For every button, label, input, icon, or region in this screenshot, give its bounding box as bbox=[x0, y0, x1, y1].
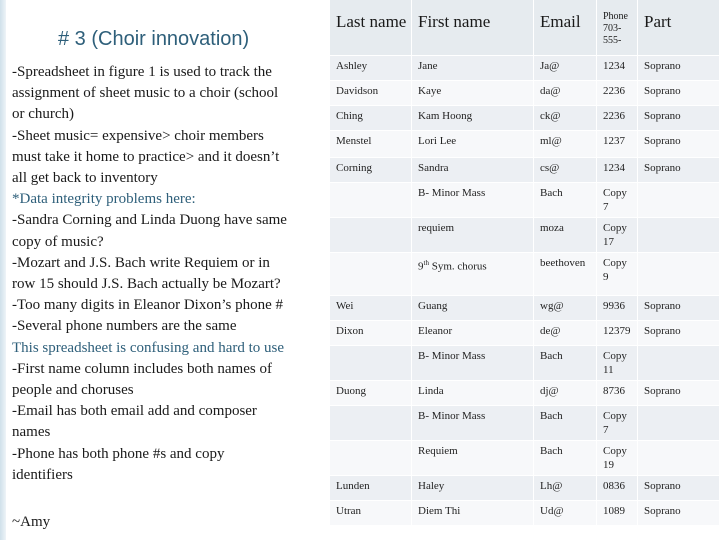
slide-accent-bar bbox=[0, 0, 6, 540]
cell-email: cs@ bbox=[534, 158, 597, 183]
table-row bbox=[330, 158, 720, 183]
note-line: identifiers bbox=[12, 466, 73, 483]
slide-notes bbox=[12, 62, 330, 486]
cell-first-name: Kaye bbox=[412, 81, 534, 106]
header-row bbox=[330, 0, 720, 56]
cell-phone: 1089 bbox=[597, 501, 638, 526]
cell-email: moza bbox=[534, 218, 597, 253]
note-line: copy of music? bbox=[12, 233, 104, 250]
header-phone: Phone 703-555- bbox=[597, 0, 638, 56]
cell-first-name: Lori Lee bbox=[412, 131, 534, 158]
cell-part: Soprano bbox=[638, 476, 720, 501]
cell-phone: 12379 bbox=[597, 321, 638, 346]
cell-first-name: 9th Sym. chorus bbox=[412, 253, 534, 296]
cell-first-name: Diem Thi bbox=[412, 501, 534, 526]
cell-email: de@ bbox=[534, 321, 597, 346]
cell-last-name bbox=[330, 406, 412, 441]
cell-email: da@ bbox=[534, 81, 597, 106]
table-row bbox=[330, 381, 720, 406]
cell-last-name bbox=[330, 183, 412, 218]
cell-email: beethoven bbox=[534, 253, 597, 296]
cell-email: dj@ bbox=[534, 381, 597, 406]
cell-first-name: Guang bbox=[412, 296, 534, 321]
table-row bbox=[330, 406, 720, 441]
cell-first-name: Haley bbox=[412, 476, 534, 501]
note-line: -Several phone numbers are the same bbox=[12, 318, 237, 335]
cell-first-name: Sandra bbox=[412, 158, 534, 183]
cell-part bbox=[638, 183, 720, 218]
table-row bbox=[330, 441, 720, 476]
note-line: or church) bbox=[12, 106, 75, 123]
table-row bbox=[330, 296, 720, 321]
cell-part bbox=[638, 441, 720, 476]
table-row bbox=[330, 106, 720, 131]
note-line: -First name column includes both names of bbox=[12, 360, 272, 377]
cell-part: Soprano bbox=[638, 296, 720, 321]
note-line: assignment of sheet music to a choir (school bbox=[12, 85, 279, 102]
note-line: -Email has both email add and composer bbox=[12, 403, 257, 420]
cell-first-name: B- Minor Mass bbox=[412, 346, 534, 381]
cell-first-name: Linda bbox=[412, 381, 534, 406]
note-line-highlight: This spreadsheet is confusing and hard to use bbox=[12, 339, 285, 356]
cell-phone: 9936 bbox=[597, 296, 638, 321]
cell-phone: 1234 bbox=[597, 56, 638, 81]
cell-last-name: Menstel bbox=[330, 131, 412, 158]
note-line: must take it home to practice> and it doesn’t bbox=[12, 148, 280, 165]
cell-last-name: Corning bbox=[330, 158, 412, 183]
note-line: -Sandra Corning and Linda Duong have same bbox=[12, 212, 287, 229]
cell-email: Bach bbox=[534, 441, 597, 476]
cell-last-name bbox=[330, 441, 412, 476]
cell-last-name: Ashley bbox=[330, 56, 412, 81]
cell-first-name: B- Minor Mass bbox=[412, 183, 534, 218]
table-row bbox=[330, 321, 720, 346]
cell-part: Soprano bbox=[638, 56, 720, 81]
table-row bbox=[330, 218, 720, 253]
table-row bbox=[330, 501, 720, 526]
cell-phone: Copy 19 bbox=[597, 441, 638, 476]
cell-first-name: B- Minor Mass bbox=[412, 406, 534, 441]
cell-email: ck@ bbox=[534, 106, 597, 131]
cell-phone: 2236 bbox=[597, 81, 638, 106]
cell-phone: 0836 bbox=[597, 476, 638, 501]
header-email: Email bbox=[534, 0, 597, 56]
table-row bbox=[330, 183, 720, 218]
slide-title: # 3 (Choir innovation) bbox=[58, 28, 250, 50]
table-row bbox=[330, 131, 720, 158]
cell-phone: Copy 7 bbox=[597, 183, 638, 218]
cell-email: Bach bbox=[534, 406, 597, 441]
cell-email: Ja@ bbox=[534, 56, 597, 81]
cell-last-name: Utran bbox=[330, 501, 412, 526]
header-last-name: Last name bbox=[330, 0, 412, 56]
cell-last-name: Duong bbox=[330, 381, 412, 406]
cell-first-name: Jane bbox=[412, 56, 534, 81]
cell-part bbox=[638, 346, 720, 381]
note-line: -Sheet music= expensive> choir members bbox=[12, 127, 264, 144]
cell-last-name bbox=[330, 346, 412, 381]
table-row bbox=[330, 253, 720, 296]
cell-email: Lh@ bbox=[534, 476, 597, 501]
signature: ~Amy bbox=[12, 514, 51, 530]
cell-part: Soprano bbox=[638, 381, 720, 406]
cell-part: Soprano bbox=[638, 131, 720, 158]
cell-part: Soprano bbox=[638, 81, 720, 106]
table-row bbox=[330, 56, 720, 81]
cell-part: Soprano bbox=[638, 501, 720, 526]
note-line: people and choruses bbox=[12, 382, 134, 399]
cell-last-name: Dixon bbox=[330, 321, 412, 346]
header-part: Part bbox=[638, 0, 720, 56]
note-line: -Spreadsheet in figure 1 is used to track the bbox=[12, 64, 272, 80]
cell-last-name: Wei bbox=[330, 296, 412, 321]
note-line: -Mozart and J.S. Bach write Requiem or in bbox=[12, 254, 270, 271]
cell-last-name: Ching bbox=[330, 106, 412, 131]
cell-first-name: Requiem bbox=[412, 441, 534, 476]
cell-phone: Copy 7 bbox=[597, 406, 638, 441]
cell-part bbox=[638, 253, 720, 296]
cell-phone: 2236 bbox=[597, 106, 638, 131]
note-line: -Too many digits in Eleanor Dixon’s phone # bbox=[12, 297, 283, 314]
cell-email: Bach bbox=[534, 183, 597, 218]
table-row bbox=[330, 476, 720, 501]
cell-part bbox=[638, 218, 720, 253]
choir-spreadsheet bbox=[330, 0, 720, 526]
cell-email: Bach bbox=[534, 346, 597, 381]
note-line: names bbox=[12, 424, 51, 441]
cell-part: Soprano bbox=[638, 106, 720, 131]
table-row bbox=[330, 81, 720, 106]
cell-last-name bbox=[330, 218, 412, 253]
note-line: row 15 should J.S. Bach actually be Mozart? bbox=[12, 276, 281, 293]
cell-first-name: requiem bbox=[412, 218, 534, 253]
cell-last-name: Lunden bbox=[330, 476, 412, 501]
cell-phone: 1234 bbox=[597, 158, 638, 183]
cell-last-name bbox=[330, 253, 412, 296]
cell-phone: Copy 11 bbox=[597, 346, 638, 381]
cell-phone: 8736 bbox=[597, 381, 638, 406]
cell-first-name: Eleanor bbox=[412, 321, 534, 346]
cell-first-name: Kam Hoong bbox=[412, 106, 534, 131]
cell-last-name: Davidson bbox=[330, 81, 412, 106]
note-line-highlight: *Data integrity problems here: bbox=[12, 191, 196, 208]
cell-part: Soprano bbox=[638, 321, 720, 346]
cell-phone: Copy 17 bbox=[597, 218, 638, 253]
note-line: -Phone has both phone #s and copy bbox=[12, 445, 225, 462]
cell-email: Ud@ bbox=[534, 501, 597, 526]
cell-email: wg@ bbox=[534, 296, 597, 321]
header-first-name: First name bbox=[412, 0, 534, 56]
cell-phone: Copy 9 bbox=[597, 253, 638, 296]
cell-email: ml@ bbox=[534, 131, 597, 158]
cell-part: Soprano bbox=[638, 158, 720, 183]
table-row bbox=[330, 346, 720, 381]
note-line: all get back to inventory bbox=[12, 170, 158, 187]
cell-part bbox=[638, 406, 720, 441]
cell-phone: 1237 bbox=[597, 131, 638, 158]
